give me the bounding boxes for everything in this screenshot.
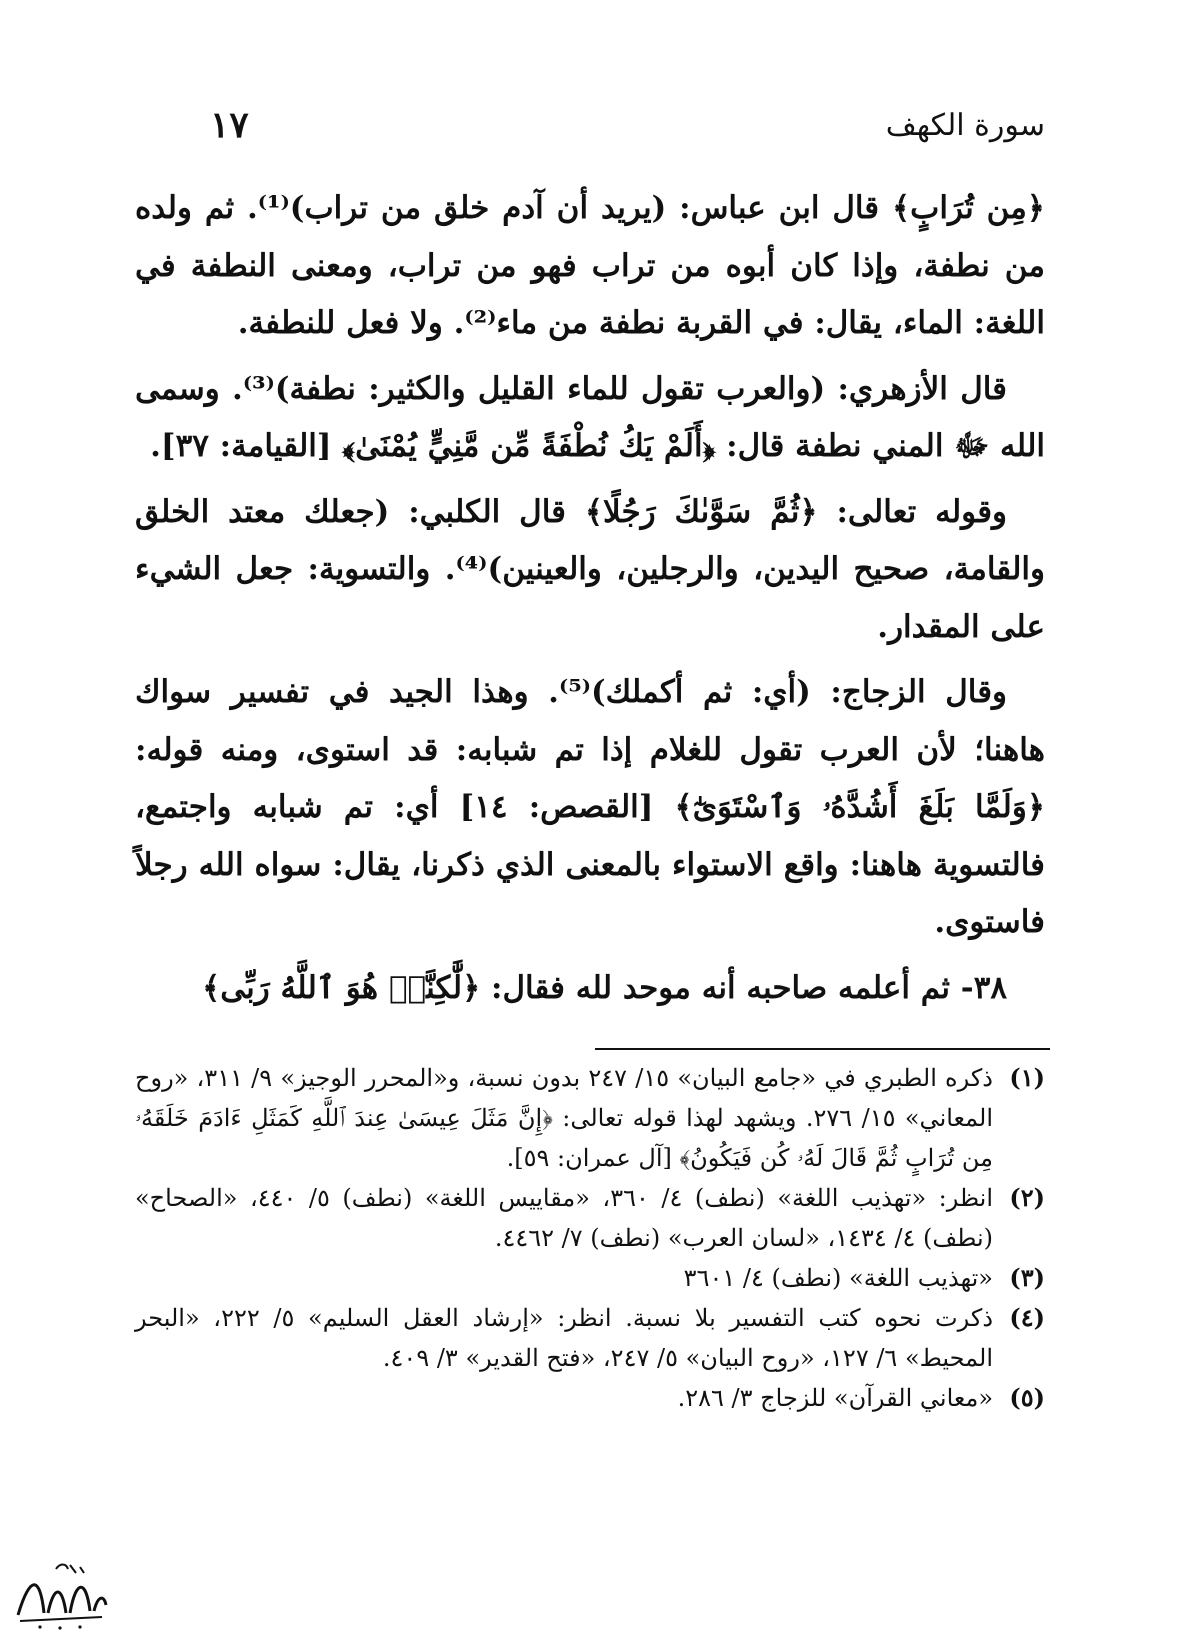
paragraph: ﴿مِن تُرَابٍ﴾ قال ابن عباس: (يريد أن آدم خلق من تراب)⁽¹⁾. ثم ولده من نطفة، وإذا كان أبوه من تراب فهو من تراب، ومعنى النطفة في اللغة: الماء، يقال: في القربة نطفة من ماء⁽²⁾. ولا فعل للنطفة. (135, 190, 1045, 341)
footnotes (135, 1058, 1045, 1418)
footnote-number: (٣) (1009, 1263, 1045, 1292)
footnote-text: ذكره الطبري في «جامع البيان» ١٥/ ٢٤٧ بدون نسبة، و«المحرر الوجيز» ٩/ ٣١١، «روح المعاني» ١٥/ ٢٧٦. ويشهد لهذا قوله تعالى: ﴿إِنَّ مَثَلَ عِيسَىٰ عِندَ ٱللَّهِ كَمَثَلِ ءَادَمَ خَلَقَهُۥ مِن تُرَابٍ ثُمَّ قَالَ لَهُۥ كُن فَيَكُونُ﴾ [آل عمران: ٥٩]. (135, 1064, 993, 1172)
footnote-number: (٤) (1009, 1303, 1045, 1332)
paragraph: وقال الزجاج: (أي: ثم أكملك)⁽⁵⁾. وهذا الجيد في تفسير سواك هاهنا؛ لأن العرب تقول للغلام إذا تم شبابه: قد استوى، ومنه قوله: ﴿وَلَمَّا بَلَغَ أَشُدَّهُۥ وَٱسْتَوَىٰٓ﴾ [القصص: ١٤] أي: تم شبابه واجتمع، فالتسوية هاهنا: واقع الاستواء بالمعنى الذي ذكرنا، يقال: سواه الله رجلاً فاستوى. (135, 674, 1045, 940)
surah-title: سورة الكهف (885, 108, 1045, 143)
footnote (135, 1058, 1045, 1178)
page-header (140, 104, 1045, 158)
footnote (135, 1258, 1045, 1298)
paragraph: وقوله تعالى: ﴿ثُمَّ سَوَّىٰكَ رَجُلًا﴾ قال الكلبي: (جعلك معتد الخلق والقامة، صحيح اليدين، والرجلين، والعينين)⁽⁴⁾. والتسوية: جعل الشيء على المقدار. (135, 493, 1045, 645)
footnote-number: (٢) (1009, 1183, 1045, 1212)
page-number: ١٧ (210, 104, 249, 146)
main-text (135, 180, 1045, 1017)
footnote-divider (595, 1048, 1050, 1050)
footnote (135, 1298, 1045, 1378)
footnote-text: انظر: «تهذيب اللغة» (نطف) ٤/ ٣٦٠، «مقاييس اللغة» (نطف) ٥/ ٤٤٠، «الصحاح» (نطف) ٤/ ١٤٣٤، «لسان العرب» (نطف) ٧/ ٤٤٦٢. (135, 1184, 994, 1252)
paragraph: قال الأزهري: (والعرب تقول للماء القليل والكثير: نطفة)⁽³⁾. وسمى الله ﷻ المني نطفة قال: ﴿أَلَمْ يَكُ نُطْفَةً مِّن مَّنِيٍّ يُمْنَىٰ﴾ [القيامة: ٣٧]. (135, 370, 1045, 464)
paragraph: ٣٨- ثم أعلمه صاحبه أنه موحد لله فقال: ﴿لَّٰكِنَّا۠ هُوَ ٱللَّهُ رَبِّى﴾ (202, 969, 1007, 1006)
footnote-number: (١) (1009, 1063, 1045, 1092)
footnote (135, 1178, 1045, 1258)
footnote-number: (٥) (1009, 1383, 1045, 1412)
footnote (135, 1378, 1045, 1418)
footnote-text: «تهذيب اللغة» (نطف) ٤/ ٣٦٠١ (683, 1264, 993, 1292)
footnote-text: «معاني القرآن» للزجاج ٣/ ٢٨٦. (677, 1384, 993, 1412)
calligraphy-logo-icon (10, 1555, 110, 1635)
footnote-text: ذكرت نحوه كتب التفسير بلا نسبة. انظر: «إرشاد العقل السليم» ٥/ ٢٢٢، «البحر المحيط» ٦/ ١٢٧، «روح البيان» ٥/ ٢٤٧، «فتح القدير» ٣/ ٤٠٩. (135, 1304, 994, 1372)
